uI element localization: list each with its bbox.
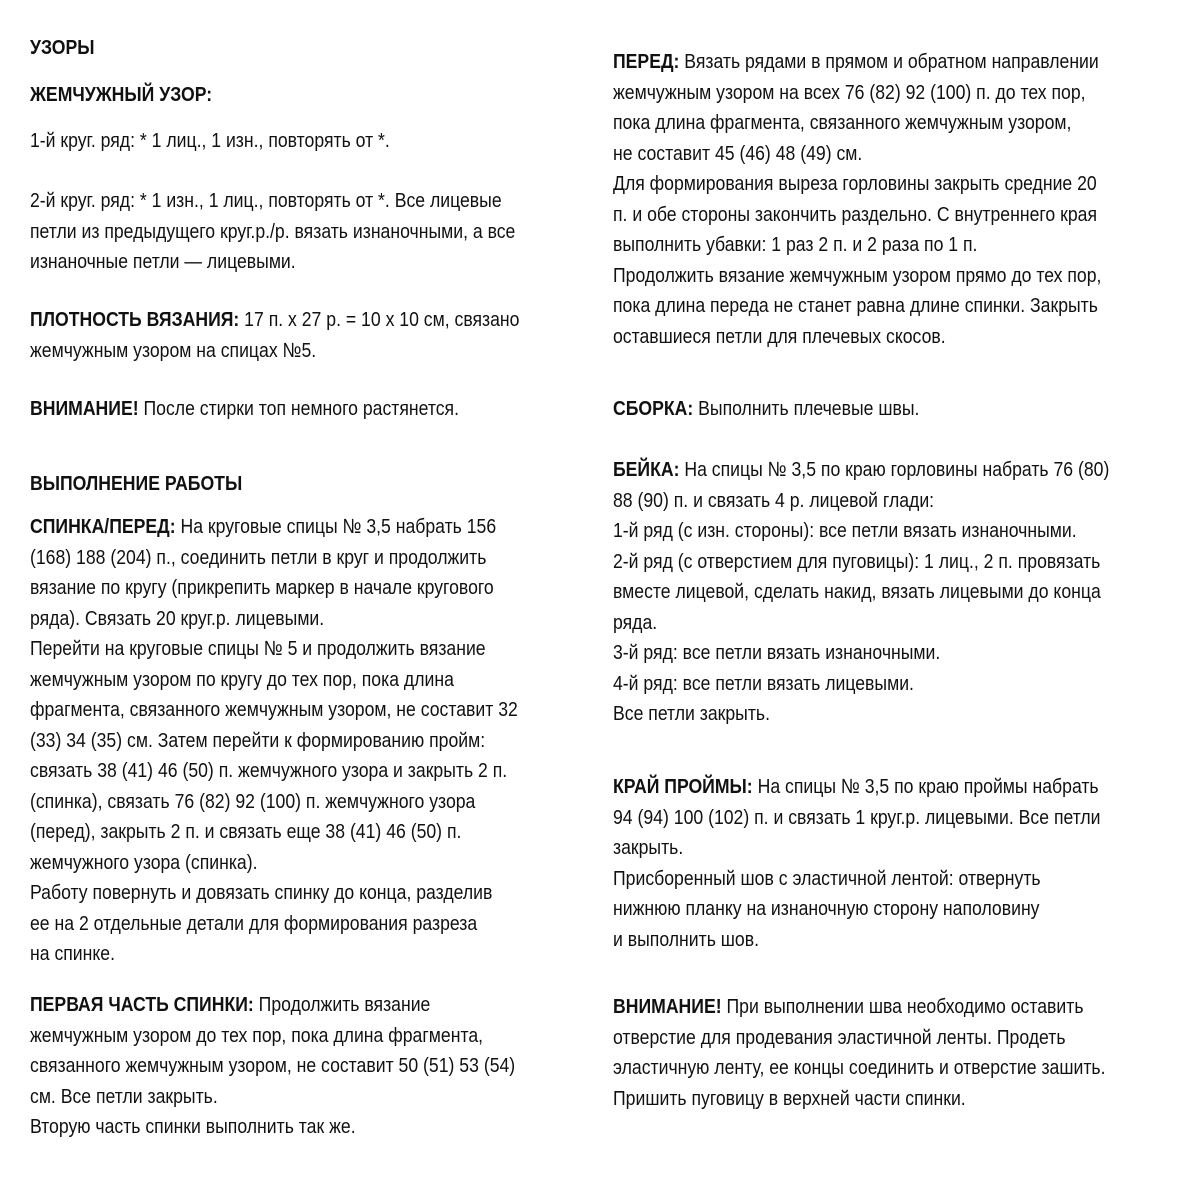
assembly-text: Выполнить плечевые швы. [693,397,920,420]
text-line: Работу повернуть и довязать спинку до конца, разделив [30,881,493,904]
text-line: связанного жемчужным узором, не составит 50 (51) 53 (54) [30,1054,516,1077]
text-line: пока длина фрагмента, связанного жемчужным узором, [613,111,1072,134]
text-line: 3-й ряд: все петли вязать изнаночными. [613,641,941,664]
text-line: 94 (94) 100 (102) п. и связать 1 круг.р. лицевыми. Все петли [613,805,1101,829]
text-line: п. и обе стороны закончить раздельно. С внутреннего края [613,202,1097,226]
text-line: 88 (90) п. и связать 4 р. лицевой глади: [613,488,935,512]
text-line [613,772,1103,803]
text-line: на спинке. [30,942,116,965]
attention2-text: При выполнении шва необходимо оставить [721,995,1084,1018]
text-line: не составит 45 (46) 48 (49) см. [613,141,863,165]
text-line: закрыть. [613,836,684,859]
attention2-section [613,992,1106,1114]
assembly-label: СБОРКА: [613,397,694,420]
text-line: (168) 188 (204) п., соединить петли в круг и продолжить [30,545,487,569]
text-line [613,455,1110,486]
armhole-text: На спицы № 3,5 по краю проймы набрать [752,775,1099,798]
text-line: Пришить пуговицу в верхней части спинки. [613,1086,966,1110]
text-line: пока длина переда не станет равна длине спинки. Закрыть [613,294,1098,317]
assembly-section [613,394,1103,425]
text-line: вязание по кругу (прикрепить маркер в начале кругового [30,576,494,599]
text-line [30,990,494,1021]
first-back-text: Продолжить вязание [253,993,431,1016]
density-label: ПЛОТНОСТЬ ВЯЗАНИЯ: [30,308,240,331]
attention-text: После стирки топ немного растянется. [138,397,459,420]
front-section [613,47,1103,352]
attention-note [30,394,494,425]
attention-label: ВНИМАНИЕ! [30,397,139,420]
text-line: Присборенный шов с эластичной лентой: отвернуть [613,866,1041,890]
binding-label: БЕЙКА: [613,458,680,481]
density-section [30,305,520,366]
text-line: 2-й круг. ряд: * 1 изн., 1 лиц., повторять от *. Все лицевые [30,189,502,212]
text-line: отверстие для продевания эластичной ленты. Продеть [613,1025,1066,1049]
text-line: оставшиеся петли для плечевых скосов. [613,324,946,348]
text-line: 1-й круг. ряд: * 1 лиц., 1 изн., повторять от *. [30,129,390,152]
text-line: ряда). Связать 20 круг.р. лицевыми. [30,606,325,630]
text-line: см. Все петли закрыть. [30,1084,218,1108]
text-line: жемчужного узора (спинка). [30,850,258,874]
text-line: (33) 34 (35) см. Затем перейти к формированию пройм: [30,728,486,752]
text-line: вместе лицевой, сделать накид, вязать лицевыми до конца [613,580,1101,603]
text-line: выполнить убавки: 1 раз 2 п. и 2 раза по 1 п. [613,233,978,256]
text-line: 4-й ряд: все петли вязать лицевыми. [613,671,914,695]
attention2-label: ВНИМАНИЕ! [613,995,722,1018]
text-line: жемчужным узором до тех пор, пока длина фрагмента, [30,1023,484,1047]
text-line: Продолжить вязание жемчужным узором прямо до тех пор, [613,263,1102,287]
text-line: связать 38 (41) 46 (50) п. жемчужного узора и закрыть 2 п. [30,759,508,782]
text-line: эластичную ленту, ее концы соединить и отверстие зашить. [613,1056,1106,1079]
back-front-section [30,512,518,970]
armhole-label: КРАЙ ПРОЙМЫ: [613,775,753,798]
binding-section [613,455,1110,730]
text-line: (спинка), связать 76 (82) 92 (100) п. жемчужного узора [30,789,476,813]
first-back-section [30,990,516,1143]
text-line: (перед), закрыть 2 п. и связать еще 38 (41) 46 (50) п. [30,820,462,843]
binding-text: На спицы № 3,5 по краю горловины набрать 76 (80) [679,458,1110,481]
text-line [30,305,520,336]
text-line: фрагмента, связанного жемчужным узором, не составит 32 [30,698,518,721]
text-line: жемчужным узором на спицах №5. [30,338,317,362]
text-line [613,47,1103,78]
text-line: жемчужным узором на всех 76 (82) 92 (100) п. до тех пор, [613,80,1086,104]
armhole-section [613,772,1103,955]
text-line [613,992,1103,1023]
text-line: ряда. [613,610,658,634]
text-line: нижнюю планку на изнаночную сторону наполовину [613,897,1040,920]
row1-instructions [30,126,494,157]
back-front-text: На круговые спицы № 3,5 набрать 156 [175,515,497,538]
row2-instructions [30,186,516,278]
text-line: 1-й ряд (с изн. стороны): все петли вязать изнаночными. [613,519,1077,542]
text-line: Перейти на круговые спицы № 5 и продолжить вязание [30,637,486,660]
text-line: изнаночные петли — лицевыми. [30,250,296,273]
work-heading: ВЫПОЛНЕНИЕ РАБОТЫ [30,472,243,495]
text-line [30,512,497,543]
front-text: Вязать рядами в прямом и обратном направлении [679,50,1099,73]
patterns-heading: УЗОРЫ [30,36,95,59]
density-text: 17 п. х 27 р. = 10 х 10 см, связано [239,308,520,331]
text-line: Вторую часть спинки выполнить так же. [30,1115,356,1138]
pearl-pattern-heading: ЖЕМЧУЖНЫЙ УЗОР: [30,83,213,106]
front-label: ПЕРЕД: [613,50,680,73]
first-back-label: ПЕРВАЯ ЧАСТЬ СПИНКИ: [30,993,254,1016]
text-line: 2-й ряд (с отверстием для пуговицы): 1 лиц., 2 п. провязать [613,549,1101,573]
text-line [30,394,494,425]
back-front-label: СПИНКА/ПЕРЕД: [30,515,176,538]
text-line [613,394,1103,425]
text-line: ее на 2 отдельные детали для формирования разреза [30,911,478,935]
text-line: и выполнить шов. [613,927,759,951]
text-line: жемчужным узором по кругу до тех пор, пока длина [30,667,454,691]
text-line: Для формирования выреза горловины закрыть средние 20 [613,172,1097,195]
text-line: Все петли закрыть. [613,702,771,725]
text-line: петли из предыдущего круг.р./р. вязать изнаночными, а все [30,219,516,243]
